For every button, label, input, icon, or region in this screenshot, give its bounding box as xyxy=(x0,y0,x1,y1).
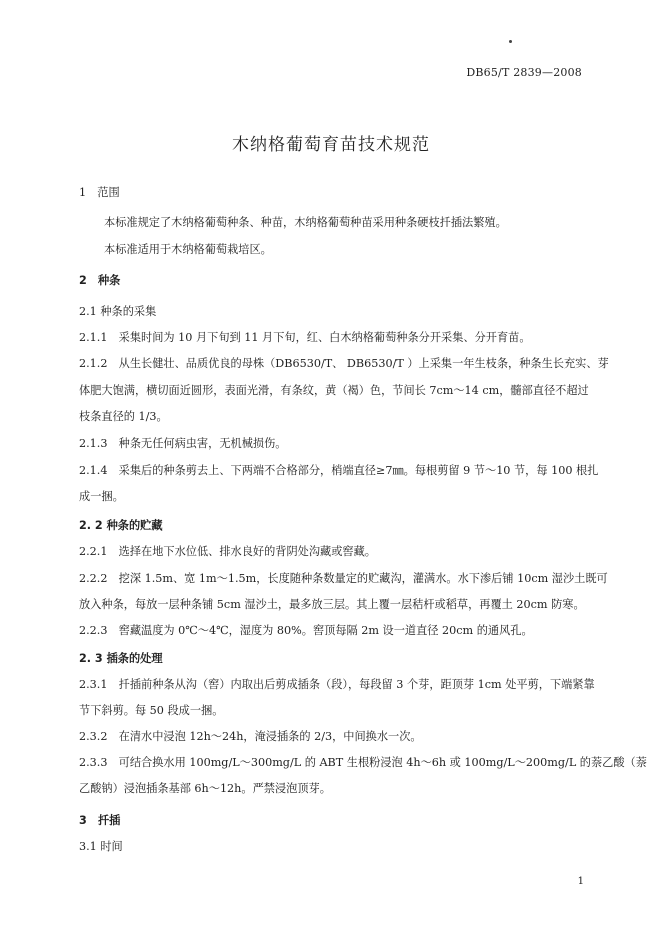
body-text-line: 体肥大饱满，横切面近圆形，表面光滑，有条纹，黄（褐）色，节间长 7cm～14 cm，髓部直径不超过 xyxy=(79,384,589,397)
body-text-line: 放入种条，每放一层种条铺 5cm 湿沙土，最多放三层。其上覆一层秸杆或稻草，再覆土 20cm 防寒。 xyxy=(79,598,585,611)
body-text-line: 本标准规定了木纳格葡萄种条、种苗，木纳格葡萄种苗采用种条硬枝扦插法繁殖。 xyxy=(104,216,507,229)
body-text-line: 2.1 种条的采集 xyxy=(79,305,157,318)
section-heading: 3 扦插 xyxy=(79,814,121,827)
body-text-line: 2.2.3 窖藏温度为 0℃～4℃，湿度为 80%。窖顶每隔 2m 设一道直径 20cm 的通风孔。 xyxy=(79,624,533,637)
body-text-line: 枝条直径的 1/3。 xyxy=(79,410,168,423)
page-title: 木纳格葡萄育苗技术规范 xyxy=(232,135,430,155)
page-number: 1 xyxy=(577,876,584,887)
body-text-line: 1 范围 xyxy=(79,186,120,199)
body-text-line: 2.2.1 选择在地下水位低、排水良好的背阴处沟藏或窖藏。 xyxy=(79,545,376,558)
body-text-line: 2.3.1 扦插前种条从沟（窖）内取出后剪成插条（段），每段留 3 个芽，距顶芽 1cm 处平剪，下端紧靠 xyxy=(79,678,595,691)
body-text-line: 乙酸钠）浸泡插条基部 6h～12h。严禁浸泡顶芽。 xyxy=(79,782,331,795)
body-text-line: 3.1 时间 xyxy=(79,840,123,853)
body-text-line: 2.1.1 采集时间为 10 月下旬到 11 月下旬，红、白木纳格葡萄种条分开采集、分开育苗。 xyxy=(79,331,531,344)
body-text-line: 2.2.2 挖深 1.5m、宽 1m～1.5m，长度随种条数量定的贮藏沟，灌满水。水下渗后铺 10cm 湿沙土既可 xyxy=(79,572,608,585)
body-text-line: 2.1.4 采集后的种条剪去上、下两端不合格部分，梢端直径≥7㎜。每根剪留 9 节～10 节，每 100 根扎 xyxy=(79,464,599,477)
body-text-line: 2.3.3 可结合换水用 100mg/L～300mg/L 的 ABT 生根粉浸泡 4h～6h 或 100mg/L～200mg/L 的萘乙酸（萘 xyxy=(79,756,647,769)
body-text-line: 节下斜剪。每 50 段成一捆。 xyxy=(79,704,224,717)
body-text-line: 2.1.3 种条无任何病虫害，无机械损伤。 xyxy=(79,437,287,450)
section-heading: 2. 2 种条的贮藏 xyxy=(79,519,163,532)
section-heading: 2. 3 插条的处理 xyxy=(79,652,163,665)
document-number: DB65/T 2839—2008 xyxy=(466,66,582,79)
body-text-line: 本标准适用于木纳格葡萄栽培区。 xyxy=(104,243,272,256)
section-heading: 2 种条 xyxy=(79,274,121,287)
body-text-line: 2.3.2 在清水中浸泡 12h～24h，淹浸插条的 2/3，中间换水一次。 xyxy=(79,730,422,743)
body-text-line: 成一捆。 xyxy=(79,490,124,503)
body-text-line: 2.1.2 从生长健壮、品质优良的母株（DB6530/T、 DB6530/T ）上采集一年生枝条，种条生长充实、芽 xyxy=(79,357,609,370)
scan-speck xyxy=(509,40,512,43)
